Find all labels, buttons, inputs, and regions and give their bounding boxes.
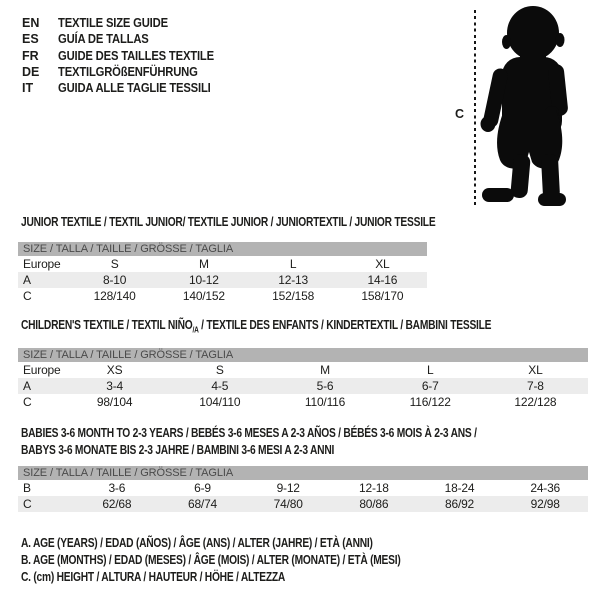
lang-row-en	[22, 15, 231, 31]
junior-size-table	[18, 242, 427, 304]
height-measure-label: C	[455, 107, 465, 121]
lang-label: GUIDA ALLE TAGLIE TESSILI	[58, 81, 211, 96]
table-cell: 110/116	[304, 395, 346, 409]
children-title-subscript: /A	[192, 325, 199, 335]
table-cell: 92/98	[530, 497, 560, 511]
table-cell: 122/128	[514, 395, 557, 409]
baby-silhouette-icon	[480, 4, 576, 210]
table-cell: XS	[106, 363, 123, 377]
legend-line-a: A. AGE (YEARS) / EDAD (AÑOS) / ÂGE (ANS) / ALTER (JAHRE) / ETÀ (ANNI)	[21, 536, 373, 550]
table-cell: 104/110	[199, 395, 241, 409]
table-cell: 9-12	[276, 481, 300, 495]
table-cell: 3-4	[106, 379, 123, 393]
table-cell: 140/152	[182, 289, 225, 303]
table-cell: 24-36	[530, 481, 561, 495]
junior-table-size-header: SIZE / TALLA / TAILLE / GRÖSSE / TAGLIA	[18, 242, 427, 256]
lang-label: TEXTILGRÖßENFÜHRUNG	[58, 65, 198, 80]
language-guide-block	[22, 15, 231, 96]
row-label: A	[23, 273, 31, 287]
table-cell: 128/140	[93, 289, 136, 303]
table-cell: 8-10	[103, 273, 127, 287]
row-label: C	[23, 497, 32, 511]
table-cell: 7-8	[527, 379, 544, 393]
legend-line-b: B. AGE (MONTHS) / EDAD (MESES) / ÂGE (MOIS) / ALTER (MONATE) / ETÀ (MESI)	[21, 552, 401, 567]
lang-row-es	[22, 31, 231, 47]
table-row	[18, 362, 588, 378]
table-cell: M	[198, 257, 209, 271]
table-cell: S	[110, 257, 119, 271]
table-cell: 68/74	[187, 497, 218, 511]
babies-section-title-line1: BABIES 3-6 MONTH TO 2-3 YEARS / BEBÉS 3-6 MESES A 2-3 AÑOS / BÉBÉS 3-6 MOIS À 2-3 ANS /	[21, 426, 477, 440]
row-label: C	[23, 289, 32, 303]
row-label: B	[23, 481, 31, 495]
children-title-prefix: CHILDREN'S TEXTILE / TEXTIL NIÑO	[21, 318, 193, 332]
row-label: A	[23, 379, 31, 393]
table-cell: 6-9	[194, 481, 211, 495]
table-cell: 10-12	[189, 273, 219, 287]
junior-section-title: JUNIOR TEXTILE / TEXTIL JUNIOR/ TEXTILE JUNIOR / JUNIORTEXTIL / JUNIOR TESSILE	[21, 215, 436, 229]
table-cell: 98/104	[96, 395, 133, 409]
legend-line-c: C. (cm) HEIGHT / ALTURA / HAUTEUR / HÖHE / ALTEZZA	[21, 569, 286, 584]
lang-row-de	[22, 64, 231, 80]
table-cell: S	[215, 363, 224, 377]
table-cell: 158/170	[361, 289, 404, 303]
table-cell: L	[289, 257, 297, 271]
lang-label: TEXTILE SIZE GUIDE	[58, 16, 168, 31]
table-cell: XL	[528, 363, 543, 377]
lang-code: IT	[22, 81, 34, 96]
table-row	[18, 394, 588, 410]
lang-code: EN	[22, 16, 40, 31]
lang-code: FR	[22, 48, 39, 63]
babies-section-title-line2: BABYS 3-6 MONATE BIS 2-3 JAHRE / BAMBINI 3-6 MESI A 2-3 ANNI	[21, 443, 335, 457]
table-cell: 80/86	[359, 497, 389, 511]
table-row	[18, 256, 427, 272]
table-cell: 3-6	[108, 481, 126, 495]
table-cell: 18-24	[444, 481, 475, 495]
table-cell: 5-6	[316, 379, 334, 393]
table-row	[18, 272, 427, 288]
table-row	[18, 288, 427, 304]
table-row	[18, 496, 588, 512]
lang-row-it	[22, 80, 231, 96]
lang-code: DE	[22, 65, 40, 80]
height-measure-dotted-line	[474, 10, 476, 208]
table-cell: M	[320, 363, 330, 377]
babies-table-size-header: SIZE / TALLA / TAILLE / GRÖSSE / TAGLIA	[18, 466, 588, 480]
lang-label: GUIDE DES TAILLES TEXTILE	[58, 48, 214, 63]
lang-code: ES	[22, 32, 39, 47]
table-cell: 12-13	[278, 273, 308, 287]
table-cell: 116/122	[409, 395, 451, 409]
table-cell: L	[426, 363, 434, 377]
children-table-size-header: SIZE / TALLA / TAILLE / GRÖSSE / TAGLIA	[18, 348, 588, 362]
table-cell: 62/68	[102, 497, 132, 511]
table-cell: 14-16	[367, 273, 398, 287]
children-title-suffix: / TEXTILE DES ENFANTS / KINDERTEXTIL / BAMBINI TESSILE	[198, 318, 492, 332]
table-cell: 74/80	[273, 497, 303, 511]
table-cell: 4-5	[211, 379, 229, 393]
row-label: Europe	[23, 363, 61, 377]
table-row	[18, 480, 588, 496]
table-cell: 12-18	[359, 481, 389, 495]
table-cell: 152/158	[272, 289, 315, 303]
table-cell: 6-7	[421, 379, 439, 393]
children-section-title	[21, 318, 491, 335]
babies-size-table	[18, 466, 588, 512]
row-label: Europe	[23, 257, 61, 271]
table-cell: XL	[375, 257, 390, 271]
measurement-legend	[21, 536, 484, 586]
table-cell: 86/92	[445, 497, 475, 511]
lang-label: GUÍA DE TALLAS	[58, 32, 149, 47]
children-size-table	[18, 348, 588, 410]
table-row	[18, 378, 588, 394]
lang-row-fr	[22, 48, 231, 64]
row-label: C	[23, 395, 32, 409]
